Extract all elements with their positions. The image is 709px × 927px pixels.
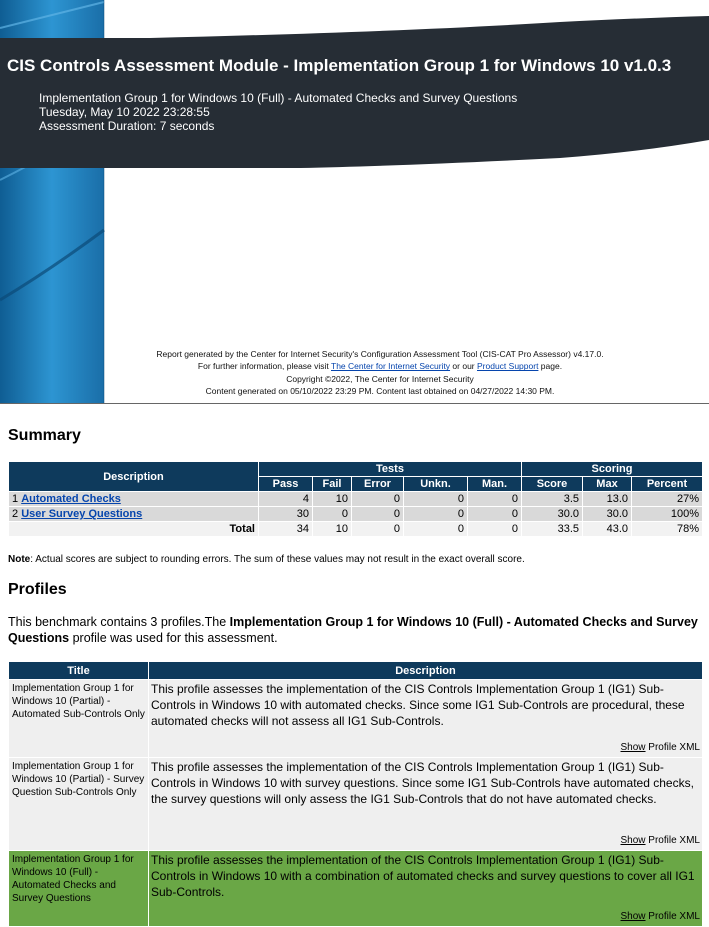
col-max: Max bbox=[583, 477, 632, 492]
copyright-line: Copyright ©2022, The Center for Internet Security bbox=[286, 373, 474, 384]
info-prefix: For further information, please visit bbox=[197, 361, 331, 372]
total-percent: 78% bbox=[632, 522, 703, 537]
cell-max: 13.0 bbox=[583, 492, 632, 507]
cell-error: 0 bbox=[352, 507, 404, 522]
summary-heading: Summary bbox=[8, 427, 81, 444]
col-man: Man. bbox=[468, 477, 522, 492]
row-number: 1 bbox=[12, 493, 19, 505]
product-support-link[interactable]: Product Support bbox=[477, 361, 539, 372]
cell-error: 0 bbox=[352, 492, 404, 507]
col-profile-description: Description bbox=[149, 662, 703, 680]
profile-xml-label: Profile XML bbox=[645, 742, 700, 753]
col-unkn: Unkn. bbox=[404, 477, 468, 492]
profile-xml-label: Profile XML bbox=[645, 835, 700, 846]
total-error: 0 bbox=[352, 522, 404, 537]
col-group-tests: Tests bbox=[259, 462, 522, 477]
automated-checks-link[interactable]: Automated Checks bbox=[21, 493, 121, 505]
col-title: Title bbox=[9, 662, 149, 680]
profile-row bbox=[9, 758, 703, 851]
total-pass: 34 bbox=[259, 522, 313, 537]
profile-title: Implementation Group 1 for Windows 10 (Partial) - Survey Question Sub-Controls Only bbox=[9, 758, 149, 851]
info-middle: or our bbox=[450, 361, 477, 372]
profile-row-selected bbox=[9, 851, 703, 927]
cell-unkn: 0 bbox=[404, 507, 468, 522]
profile-description-text: This profile assesses the implementation of the CIS Controls Implementation Group 1 (IG1) Sub-Controls in Windows 10 with survey questions. Since some IG1 Sub-Controls have automated checks, the survey questions will only assess the IG1 Sub-Controls that do not have automated checks. bbox=[151, 760, 694, 806]
profile-title: Implementation Group 1 for Windows 10 (Full) - Automated Checks and Survey Questions bbox=[9, 851, 149, 927]
row-number: 2 bbox=[12, 508, 19, 520]
col-fail: Fail bbox=[313, 477, 352, 492]
cell-man: 0 bbox=[468, 507, 522, 522]
note-text: : Actual scores are subject to rounding errors. The sum of these values may not result in the exact overall score. bbox=[30, 554, 525, 565]
col-score: Score bbox=[522, 477, 583, 492]
profile-xml-toggle bbox=[621, 909, 700, 925]
cell-pass: 30 bbox=[259, 507, 313, 522]
cell-percent: 100% bbox=[632, 507, 703, 522]
profile-description-text: This profile assesses the implementation of the CIS Controls Implementation Group 1 (IG1) Sub-Controls in Windows 10 with a combination of automated checks and survey questions to cover all IG1 Sub-Controls. bbox=[151, 853, 695, 899]
cell-fail: 0 bbox=[313, 507, 352, 522]
report-metadata bbox=[39, 91, 517, 133]
generator-line: Report generated by the Center for Internet Security's Configuration Assessment Tool (CIS-CAT Pro Assessor) v4.17.0. bbox=[156, 349, 604, 359]
profile-description bbox=[149, 758, 703, 851]
show-profile-xml-link[interactable]: Show bbox=[620, 911, 646, 922]
summary-row bbox=[9, 507, 703, 522]
total-unkn: 0 bbox=[404, 522, 468, 537]
profile-description-text: This profile assesses the implementation of the CIS Controls Implementation Group 1 (IG1) Sub-Controls in Windows 10 with automated checks. Since some IG1 Sub-Controls are procedural, these automated checks will not assess all IG1 Sub-Controls. bbox=[151, 682, 685, 728]
cell-unkn: 0 bbox=[404, 492, 468, 507]
profile-description bbox=[149, 851, 703, 927]
note-label: Note bbox=[8, 554, 31, 565]
profile-row bbox=[9, 680, 703, 758]
total-label: Total bbox=[9, 522, 259, 537]
summary-table bbox=[8, 461, 703, 537]
info-line bbox=[120, 360, 640, 372]
profile-xml-label: Profile XML bbox=[645, 911, 700, 922]
assessment-duration: Assessment Duration: 7 seconds bbox=[39, 119, 215, 133]
col-pass: Pass bbox=[259, 477, 313, 492]
col-group-scoring: Scoring bbox=[522, 462, 703, 477]
content-dates-line: Content generated on 05/10/2022 23:29 PM. Content last obtained on 04/27/2022 14:30 PM. bbox=[205, 385, 555, 396]
cell-score: 3.5 bbox=[522, 492, 583, 507]
profiles-intro bbox=[8, 614, 703, 646]
total-fail: 10 bbox=[313, 522, 352, 537]
profile-subtitle: Implementation Group 1 for Windows 10 (Full) - Automated Checks and Survey Questions bbox=[39, 91, 518, 105]
report-banner bbox=[0, 0, 709, 404]
summary-header-row-1 bbox=[9, 462, 703, 477]
scoring-note bbox=[8, 554, 525, 565]
profiles-heading: Profiles bbox=[8, 581, 67, 598]
summary-row bbox=[9, 492, 703, 507]
user-survey-questions-link[interactable]: User Survey Questions bbox=[21, 508, 143, 520]
cell-max: 30.0 bbox=[583, 507, 632, 522]
profile-title: Implementation Group 1 for Windows 10 (Partial) - Automated Sub-Controls Only bbox=[9, 680, 149, 758]
total-max: 43.0 bbox=[583, 522, 632, 537]
banner-divider bbox=[0, 403, 709, 404]
col-description: Description bbox=[9, 462, 259, 492]
cell-fail: 10 bbox=[313, 492, 352, 507]
cell-man: 0 bbox=[468, 492, 522, 507]
report-title: CIS Controls Assessment Module - Implementation Group 1 for Windows 10 v1.0.3 bbox=[7, 56, 672, 75]
profiles-header-row bbox=[9, 662, 703, 680]
intro-suffix: profile was used for this assessment. bbox=[69, 631, 278, 645]
intro-prefix: This benchmark contains 3 profiles.The bbox=[8, 615, 230, 629]
profiles-table bbox=[8, 661, 703, 927]
row-description bbox=[9, 492, 259, 507]
cis-link[interactable]: The Center for Internet Security bbox=[331, 361, 451, 372]
profile-xml-toggle bbox=[621, 833, 700, 849]
profile-xml-toggle bbox=[621, 740, 700, 756]
assessment-date: Tuesday, May 10 2022 23:28:55 bbox=[39, 105, 210, 119]
summary-total-row bbox=[9, 522, 703, 537]
cell-score: 30.0 bbox=[522, 507, 583, 522]
col-error: Error bbox=[352, 477, 404, 492]
row-description bbox=[9, 507, 259, 522]
col-percent: Percent bbox=[632, 477, 703, 492]
report-generation-info bbox=[120, 348, 640, 397]
show-profile-xml-link[interactable]: Show bbox=[620, 742, 646, 753]
total-score: 33.5 bbox=[522, 522, 583, 537]
cell-pass: 4 bbox=[259, 492, 313, 507]
cell-percent: 27% bbox=[632, 492, 703, 507]
show-profile-xml-link[interactable]: Show bbox=[620, 835, 646, 846]
selected-profile-name: Implementation Group 1 for Windows 10 (Full) - Automated Checks and Survey Questions bbox=[8, 615, 698, 645]
info-suffix: page. bbox=[538, 361, 563, 372]
profile-description bbox=[149, 680, 703, 758]
total-man: 0 bbox=[468, 522, 522, 537]
